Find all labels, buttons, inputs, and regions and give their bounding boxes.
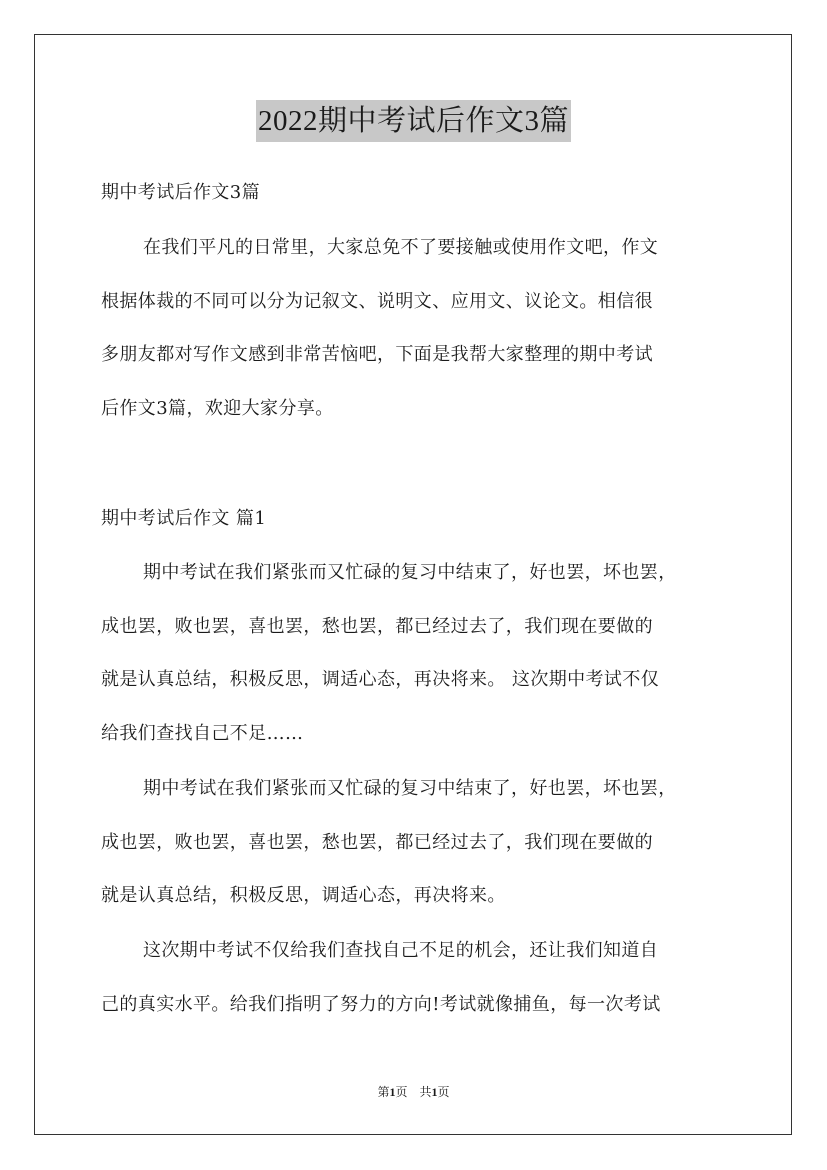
page-footer <box>0 1083 827 1100</box>
title-wrap <box>0 100 827 142</box>
paragraph-line: 成也罢，败也罢，喜也罢，愁也罢，都已经过去了，我们现在要做的 <box>101 616 653 637</box>
intro-line: 根据体裁的不同可以分为记叙文、说明文、应用文、议论文。相信很 <box>101 291 653 312</box>
footer-mid: 页 共 <box>395 1085 432 1099</box>
paragraph-line: 期中考试在我们紧张而又忙碌的复习中结束了，好也罢，坏也罢， <box>143 778 677 799</box>
intro-line: 在我们平凡的日常里，大家总免不了要接触或使用作文吧，作文 <box>143 237 659 258</box>
footer-prefix: 第 <box>377 1085 390 1099</box>
intro-line: 多朋友都对写作文感到非常苦恼吧，下面是我帮大家整理的期中考试 <box>101 344 653 365</box>
paragraph-line: 这次期中考试不仅给我们查找自己不足的机会，还让我们知道自 <box>143 940 659 961</box>
paragraph-line: 成也罢，败也罢，喜也罢，愁也罢，都已经过去了，我们现在要做的 <box>101 832 653 853</box>
section-heading: 期中考试后作文 篇1 <box>101 508 267 529</box>
paragraph-line: 就是认真总结，积极反思，调适心态，再决将来。 这次期中考试不仅 <box>101 669 660 690</box>
paragraph-line: 就是认真总结，积极反思，调适心态，再决将来。 <box>101 885 506 906</box>
document-title: 2022期中考试后作文3篇 <box>256 100 571 142</box>
footer-page-current: 1 <box>389 1085 396 1099</box>
paragraph-line: 给我们查找自己不足…… <box>101 723 304 744</box>
intro-line: 后作文3篇，欢迎大家分享。 <box>101 398 334 419</box>
paragraph-line: 期中考试在我们紧张而又忙碌的复习中结束了，好也罢，坏也罢， <box>143 562 677 583</box>
footer-page-total: 1 <box>431 1085 438 1099</box>
footer-suffix: 页 <box>437 1085 450 1099</box>
paragraph-line: 己的真实水平。给我们指明了努力的方向!考试就像捕鱼，每一次考试 <box>101 994 661 1015</box>
subtitle: 期中考试后作文3篇 <box>101 182 261 203</box>
